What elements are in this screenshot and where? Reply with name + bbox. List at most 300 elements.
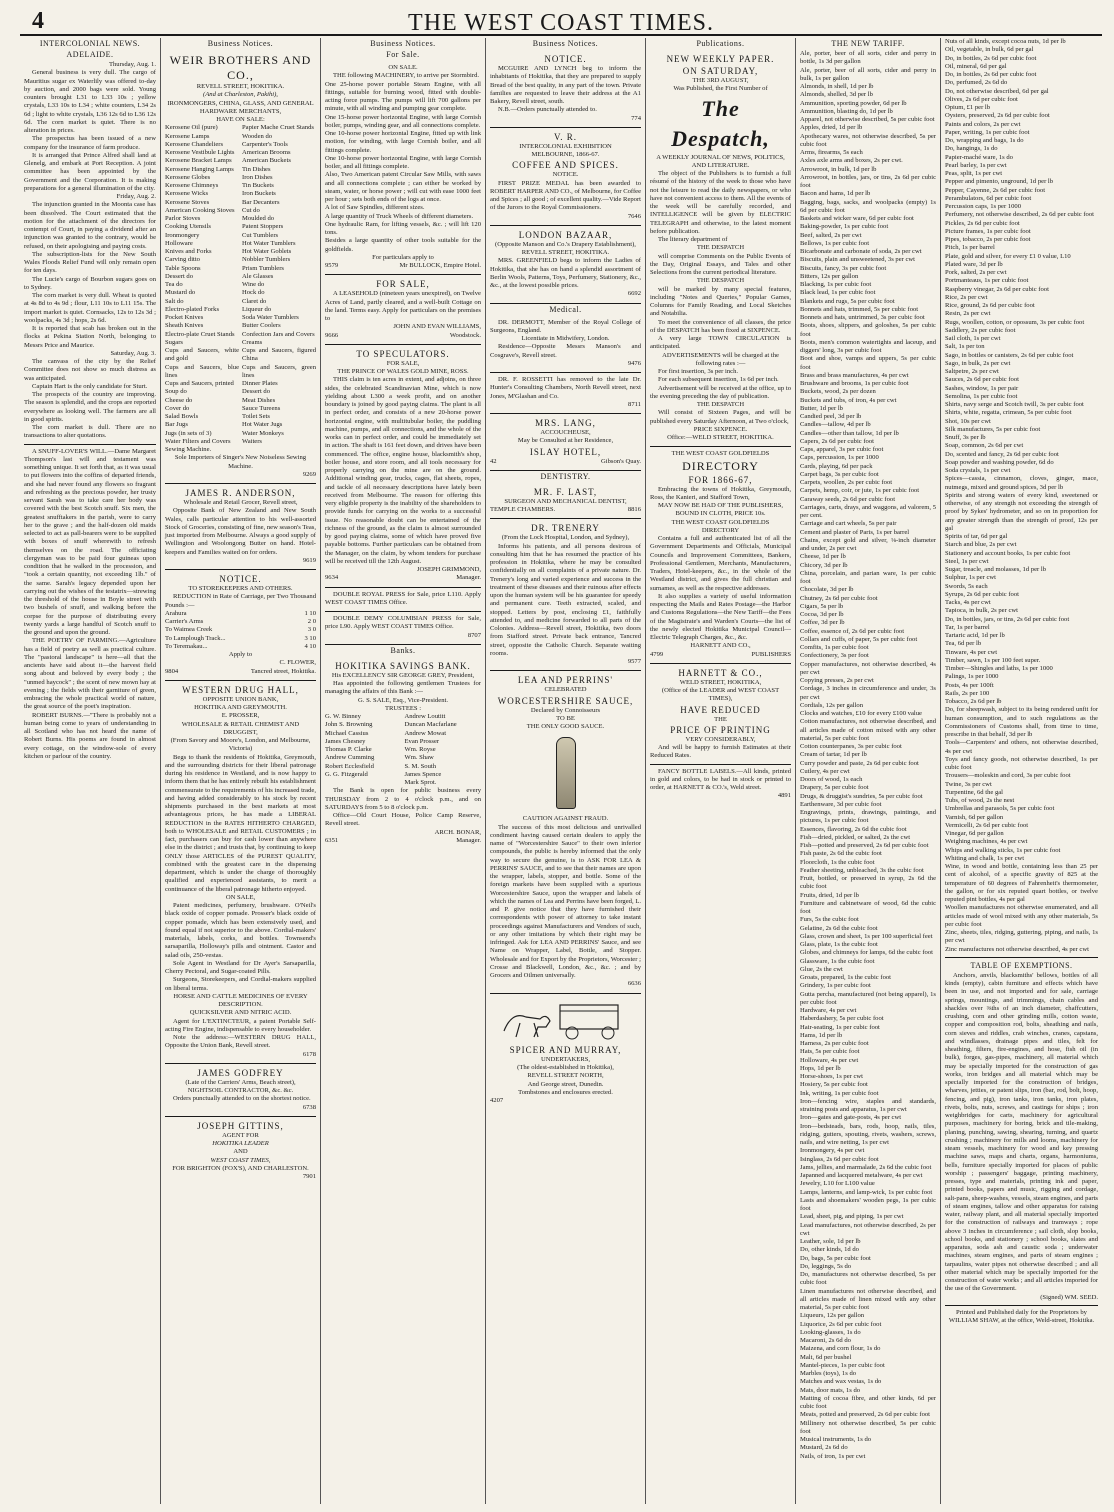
tariff-item: Arrowroot, in bottles, jars, or tins, 2s 6d per cubic foot [800,173,936,189]
ad-trade: NIGHTSOIL CONTRACTOR, &c. &c. [187,1087,294,1094]
section-heading: Publications. [696,39,745,48]
tariff-item: Curry powder and paste, 2s 6d per cubic foot [800,759,919,767]
rate-destination: To Waimea Creek [165,626,213,634]
ad-title: MRS. LANG, [535,418,596,428]
tariff-item: Candied peel, 3d per lb [800,413,862,420]
ad-dr-dermott [490,316,641,374]
stock-item: Confection Jars and Covers [242,330,315,338]
ad-address: TEMPLE CHAMBERS. [490,506,556,513]
tariff-item: Glassware, 1s the cubic foot [800,957,875,965]
stock-item: Hot Water Tumblers [242,239,296,247]
tariff-item: Resin, 2s per cwt [945,310,991,318]
tariff-item: Paper, writing, 1s per cubic foot [945,128,1030,136]
tariff-item: Black lead, 1s per cubic foot [800,289,876,297]
stock-item: Tea do [165,281,183,288]
ad-body: The success of this most delicious and unrivalled condiment having caused certain dealers to apply the name of "Worcestershire Sauce" to their own inferior compounds, the public is hereby informed that the only way to secure the genuine, is to ASK FOR LEA & PERRINS' SAUCE, and to see that their names are upon the wrapper, labels, stopper, and bottle. Some of the foreign markets have been supplied with a spurious Worcestershire Sauce, upon the wrapper and labels of which the names of Lea and Perrins have been forged, L. and P. give notice that they have furnished their correspondents with power of attorney to take instant proceedings against Manufacturers and Vendors of such, or any other imitations by which their right may be infringed. Ask for LEA AND PERRINS' Sauce, and see Name on Wrapper, Label, Bottle, and Stopper. Wholesale and for Export by the Proprietors, Worcester ; Crosse and Blackwell, London, &c., &c. ; and by Grocers and Oilmen universally. [490,823,641,979]
tariff-item: Sago, in bulk, 2s per cwt [945,359,1011,367]
ad-ref: 6351 [325,836,339,844]
ad-paper: HOKITIKA LEADER [212,1140,269,1147]
tariff-item: Capers, 2s 6d per cubic foot [800,437,874,445]
tariff-item: Matches and wax vestas, 1s do [800,1378,882,1386]
ad-signoff [490,458,641,466]
news-paragraph: The subscription-lists for the New South Wales Floods Relief Fund will only remain open for ten days. [24,250,156,275]
tariff-item: Bonnets and hats, trimmed, 5s per cubic foot [800,305,919,313]
tariff-item: Twine, 3s per cwt [945,780,992,788]
ad-paper: WEST COAST TIMES, [210,1156,271,1164]
tariff-item: Pearl barley, 1s per cwt [945,161,1007,169]
tariff-item: Coffee, 3d per lb [800,619,845,627]
tariff-item: Pitch, 1s per barrel [945,244,995,252]
tariff-item: Chocolate, 3d per lb [800,586,854,594]
tariff-item: Tea, 6d per lb [945,640,982,648]
ad-body: Opposite Bank of New Zealand and New South Wales, calls particular attention to his well-assorted Stock of Groceries, consisting of fine, new season's Teas, just imported from Melbourne. Always a good supply of Wellington and Woolongong Butter on hand. Hotel-keepers and Families waited on for orders. [165,507,316,556]
ad-title: HOKITIKA SAVINGS BANK. [335,660,471,671]
ad-role: ACCOUCHEUSE, [540,429,591,436]
ad-footer: Sole Importers of Singer's New Noiseless Sewing Machine. [174,454,307,470]
ad-title: THE WEST COAST GOLDFIELDS [671,450,770,458]
ad-notice: NOTICE. [552,171,579,179]
rate-row [165,610,316,618]
tariff-item: Hops, 1d per lb [800,1064,841,1072]
ad-double-royal-press [325,588,481,613]
ad-patron: His EXCELLENCY SIR GEORGE GREY, President, [331,671,475,679]
tariff-item: Peas, split, 1s per cwt [945,170,1003,177]
stock-item: Electro-plated Forks [165,305,220,313]
ad-body: Sole Agent in Westland for Dr Ayer's Sarsaparilla, Cherry Pectoral, and Sugar-coated Pills. [165,959,316,975]
ad-place: MELBOURNE, 1866-67. [531,151,600,158]
tariff-item: Almonds, shelled, 3d per lb [800,91,873,99]
tariff-item: Sail cloth, 1s per cwt [945,335,1001,342]
column-for-sale [320,38,485,1504]
tariff-item: Jewelry, L10 for L100 value [800,1180,875,1188]
ad-places: FOR BRIGHTON (FOX'S), AND CHARLESTON. [172,1164,309,1172]
ad-firm: HARNETT AND CO., [690,642,751,650]
stock-item: Kerosene Stoves [165,198,210,206]
ad-agent: JOHN AND EVAN WILLIAMS, [393,323,481,331]
ad-london-bazaar [490,226,641,304]
tariff-item: Beef, salted, 2s per cwt [800,231,862,239]
ad-body: Has appointed the following gentlemen Trustees for managing the affairs of this Bank :— [325,680,481,696]
stock-item: Kerosene Chandeliers [165,140,224,148]
stock-item: Dessert do [242,388,271,396]
trustee-name: Evan Prosser [404,737,440,745]
ad-trade: WHOLESALE & RETAIL CHEMIST AND DRUGGIST, [181,720,300,736]
tariff-item: Woollen manufactures not otherwise enumerated, and all articles made of wool mixed with any other materials, 5s per cubic foot [945,904,1098,928]
tariff-item: Nails, of iron, 1s per cwt [800,1452,866,1460]
ad-ref: 9619 [302,556,316,564]
article-snuff-lover: A SNUFF-LOVER'S WILL.—Dame Margaret Thompson's last will and testament was something unique. It set forth that, as it was usual to put flowers into the coffins of departed friends, and she had never found any flowers so fragrant and refreshing as the precious powder, her trusty servant Sarah was to take care her body was covered with the best Scotch snuff. Six men, the greatest snufftakers in the parish, were to carry her to the grave ; and the half-dozen old maids selected to act as pall-bearers were to be supplied with boxes of snuff wherewith to refresh themselves on the road. The officiating clergyman was to be paid four guineas upon condition that he walked in the procession, and "took a certain quantity, not exceeding 1lb." of the same. Sarah's legacy depended upon her carrying out the wishes of the testatrix—strewing the threshold of the house in Boyle street with two bushels of snuff, and walking before the corpse for the purpose of distributing every twenty yards a large handful of Scotch snuff to the ground and upon the ground. [24,447,156,636]
stock-item: Cups and Saucers, figured China [242,347,316,363]
tariff-item: Sago, in bottles or canisters, 2s 6d per cubic foot [945,351,1074,359]
tariff-item: Butter, 1d per lb [800,404,843,412]
tariff-item: Holloware, 4s per cwt [800,1056,859,1064]
ad-ref: 6636 [627,980,641,988]
ad-sub: CELEBRATED [544,686,587,694]
trustee-name: Andrew Cumming [325,754,375,762]
ad-machinery [325,61,481,275]
tariff-item: Do, scented and fancy, 2s 6d per cubic foot [945,450,1059,458]
ad-bound: BOUND IN CLOTH, PRICE 10s. [675,510,766,518]
tariff-item: Comfits, 1s per cubic foot [800,644,869,651]
ad-body: Tombstones and enclosures erected. [518,1088,613,1096]
tariff-item: Lasts and shoemakers' wooden pegs, 1s per cubic foot [800,1196,936,1212]
machinery-item: One 25-horse power portable Steam Engine, with all fittings, suitable for burning wood, fitted with double-acting force pumps. The pumps will lift 700 gallons per minute, with all winding and pumping gear complete. [325,80,481,113]
tariff-item: Papier-maché ware, 1s do [945,153,1013,161]
stock-item: Patent Stoppers [242,223,284,231]
ad-sub: OPPOSITE UNION BANK, [202,695,279,703]
tariff-item: Tartaric acid, 1d per lb [945,632,1005,639]
tariff-item: Swords, 5s each [945,582,988,590]
section-heading: Business Notices. [532,39,599,48]
tariff-item: Doors of wood, 1s each [800,776,863,783]
tariff-item: Caps, apparel, 3s per cubic foot [800,446,884,453]
tariff-item: Fish—potted and preserved, 2s 6d per cubic foot [800,842,929,849]
tariff-item: Matting of cocoa fibre, and other kinds, 6d per cubic foot [800,1394,936,1410]
ad-role: AGENT FOR [222,1131,259,1139]
tariff-item: Rice, ground, 2s 6d per cubic foot [945,302,1035,309]
trustee-name: S. M. South [404,762,437,770]
ad-body: The Bank is open for public business every THURSDAY from 2 to 4 o'clock p.m., and on SATURDAYS from 5 to 8 o'clock p.m. [325,787,481,811]
tariff-item: Glass, plate, 1s the cubic foot [800,941,878,948]
ad-apply: Apply to [228,651,253,658]
ad-body: Office—Old Court House, Police Camp Reserve, Revell street. [325,812,481,828]
ad-paper-name: THE DESPATCH [696,277,745,285]
ad-body: May be Consulted at her Residence, [517,437,614,445]
tariff-item: Buckets and tubs, of iron, 4s per cwt [800,396,897,404]
tariff-item: Cotton manufactures, not otherwise described, and all articles made of cotton mixed with any other material, 5s per cubic foot [800,718,936,742]
tariff-item: Cotton counterpanes, 3s per cubic foot [800,743,902,750]
stock-item: Kerosene Bracket Lamps [165,157,232,165]
stock-item: Soda Water Tumblers [242,314,299,321]
ad-only: THE ONLY GOOD SAUCE. [526,723,605,730]
tariff-item: Sulphur, 1s per cwt [945,574,997,582]
section-heading: THE NEW TARIFF. [831,39,905,48]
ad-ref: 6738 [302,1103,316,1111]
ad-title: WEIR BROTHERS AND CO., [169,53,312,82]
tariff-item: Spirits and strong waters of every kind, sweetened or otherwise, of any strength not exceeding the strength of proof by Sykes' hydrometer, and so on in proportion for any greater strength than the strength of proof, 12s per gal [945,491,1098,532]
tariff-item: Do, leggings, 5s do [800,1262,852,1270]
tariff-item: Timber—Shingles and laths, 1s per 1000 [945,665,1053,672]
ad-body: FANCY BOTTLE LABELS.—All kinds, printed in gold and colors, to be had in stock or printed to order, at HARNETT & CO.'s, Weld street. [650,767,791,791]
stock-item: Sugars [165,338,183,346]
tariff-item: Hardware, 4s per cwt [800,1007,857,1014]
section-subheading: ADELAIDE. [66,50,114,59]
rate-destination: To Lamplough Track... [165,634,226,642]
tariff-item: Carpets, hemp, coir, or jute, 1s per cubic foot [800,487,920,495]
tariff-item: Harness, 2s per cubic foot [800,1040,869,1047]
ad-apply: For particulars apply to [372,253,434,261]
ad-body: will comprise Comments on the Public Events of the Day, Original Essays, and Tales and other Selections from the current periodical literature. [650,252,791,276]
ad-ref: 9579 [325,262,339,269]
stock-item: Salt do [165,297,184,305]
tariff-item: Bitters, 12s per gallon [800,272,859,280]
ad-mcguire-lynch [490,50,641,128]
ad-body: N.B.—Orders punctually attended to. [498,106,597,114]
tariff-item: Ink, writing, 1s per cubic foot [800,1089,879,1097]
tariff-item: Mustard, 2s 6d do [800,1444,848,1452]
machinery-item: One hydraulic Ram, for lifting vessels, &c. ; will lift 120 tons. [325,220,481,236]
tariff-item: Sugar, treacle, and molasses, 1d per lb [945,566,1046,573]
tariff-item: Snuff, 3s per lb [945,434,986,441]
tariff-item: Ammunition, sporting powder, 6d per lb [800,99,907,107]
tariff-item: Furniture and cabinetware of wood, 6d the cubic foot [800,899,936,915]
ad-ref: 774 [631,114,641,122]
ad-body: Embracing the towns of Hokitika, Greymouth, Ross, the Kanieri, and Stafford Town, [650,485,791,501]
tariff-item: Ale, porter, beer of all sorts, cider and perry in bulk, 1s per gallon [800,66,936,82]
ad-body: will be marked by many special features, including "Notes and Queries," Popular Games, Columns for Family Reading, and Local Sketches and Notabilia. [650,285,791,318]
ad-declared: Declared by Connoisseurs [530,706,601,714]
stock-item: American Brooms [242,149,291,156]
ad-dr-trenery [490,519,641,671]
stock-item: Ironmongery [165,231,200,239]
sauce-bottle-illustration [556,737,576,809]
stock-item: Hock do [242,289,265,297]
ad-body: And will be happy to furnish Estimates at their Reduced Rates. [650,744,791,760]
section-heading: Banks. [390,645,416,655]
tariff-item: Do, in bottles, 2s 6d per cubic foot [945,54,1037,62]
tariff-item: Carpets, woollen, 2s per cubic foot [800,479,893,486]
tariff-item: Musical instruments, 1s do [800,1436,872,1443]
tariff-item: Chains, except gold and silver, ⅛-inch diameter and under, 2s per cwt [800,536,936,552]
tariff-item: Fruit, bottled, or preserved in syrup, 2s 6d the cubic foot [800,875,936,891]
ad-sub: COFFEE AND SPICES. [512,160,619,171]
rate-row [165,635,316,643]
tariff-item: Arrowroot, in bulk, 1d per lb [800,165,877,173]
tariff-item: Sauces, 2s 6d per cubic foot [945,376,1019,384]
tariff-item: Groats, prepared, 1s the cubic foot [800,974,891,981]
tariff-item: Buckets, wood, 2s per dozen [800,388,876,396]
tariff-item: Chutney, 2s 6d per cubic foot [800,594,878,602]
ad-body: Advertisement will be received at the office, up to the evening preceding the day of publication. [650,384,791,400]
ad-line: Wholesale and Retail Grocer, Revell street, [183,499,298,506]
ad-title: NOTICE. [219,574,262,584]
ad-signed: ARCH. BONAR, [434,828,481,836]
ad-title: TO SPECULATORS. [356,348,450,359]
ad-title: LEA AND PERRINS' [517,675,614,686]
despatch-nameplate: The Despatch, [671,95,770,151]
ad-may: MAY NOW BE HAD OF THE PUBLISHERS, [657,502,784,509]
tariff-item: Soap powder and washing powder, 6d do [945,458,1054,466]
tariff-item: Brass and brass manufactures, 4s per cwt [800,371,909,379]
dateline: Friday, Aug. 2. [116,193,156,200]
ad-the: THE [714,715,727,723]
trustee-name: Michael Cassius [325,729,369,737]
tariff-item: Jams, jellies, and marmalade, 2s 6d the cubic foot [800,1163,932,1171]
rate-destination: Carrier's Arms [165,618,204,625]
ad-body: Informs his patients, and all persons desirous of consulting him that he has resumed the practice of his profession in Hokitika, where he may be consulted confidentially on all complaints of a private nature. Dr. Trenery's long and varied experience and success in the treatment of these diseases and their ruinous after effects upon the human system will be his guarantee for speedy and permanent cure. Teeth extracted, scaled, and stopped. Letters by post, enclosing £1, faithfully attended to, and medicine forwarded to all parts of the Colonies. Address—Revell street, Hokitika, two doors from Stafford street. Private back entrance, Tancred street, opposite the Catholic Church. Separate waiting rooms. [490,542,641,657]
ad-harnett-printing [650,664,791,805]
stock-item: Pocket Knives [165,314,204,321]
ad-role: SURGEON AND MECHANICAL DENTIST, [504,497,627,505]
tariff-item: Biscuits, plain and unsweetened, 3s per cwt [800,256,915,264]
column-publications [645,38,795,1504]
tariff-item: Pipes, tobacco, 2s per cubic foot [945,236,1031,243]
trustee-name: Robert Ecclesfield [325,762,374,770]
machinery-item: Besides a large quantity of other tools suitable for the goldfields. [325,237,481,253]
tariff-item: Gelatine, 2s 6d the cubic foot [800,924,878,932]
tariff-item: Earthenware, 3d per cubic foot [800,800,882,808]
tariff-item: Meats, potted and preserved, 2s 6d per cubic foot [800,1411,931,1419]
dateline: Saturday, Aug. 3. [110,349,156,357]
tariff-item: Floorcloth, 1s the cubic foot [800,858,875,866]
ad-title: HARNETT & CO., [678,667,763,678]
tariff-item: Isinglass, 2s 6d per cubic foot [800,1155,879,1163]
ad-owner: E. PROSSER, [221,712,260,720]
tariff-item: Zinc manufactures not otherwise described, 4s per cwt [945,945,1089,953]
ad-body: MRS. GREENFIELD begs to inform the Ladies of Hokitika, that she has on hand a splendid assortment of Berlin Wools, Patterns, Toys, Perfumery, Stationery, &c., &c., at the lowest possible prices. [490,257,641,289]
ad-trade: IRONMONGERS, CHINA, GLASS, AND GENERAL HARDWARE MERCHANTS, [167,99,314,115]
ad-western-drug-hall [165,681,316,1064]
stock-item: Moulded do [242,215,275,222]
tariff-item: Brushware and brooms, 1s per cubic foot [800,380,909,387]
tariff-item: Pepper, Cayenne, 2s 6d per cubic foot [945,186,1046,194]
tariff-item: Soap, common, 2s 6d per cwt [945,442,1024,450]
ad-title: JAMES GODFREY [197,1067,284,1078]
ad-body: THE following MACHINERY, to arrive per Stormbird. [333,72,480,80]
tariff-item: Lead manufactures, not otherwise described, 2s per cwt [800,1221,936,1237]
divider [945,1305,1098,1306]
ad-ref: 7646 [627,212,641,220]
ad-caution: CAUTION AGAINST FRAUD. [522,815,609,823]
rate-destination: Arahura [165,609,187,617]
tariff-item: Turpentine, 6d the gal [945,788,1003,796]
column-tariff-continued [940,38,1102,1504]
ad-ref: 4891 [777,792,791,800]
stock-list-column [242,124,316,339]
tariff-item: Cutlery, 4s per cwt [800,767,850,775]
tariff-item: Cream of tartar, 1d per lb [800,751,867,759]
tariff-item: Rice, 2s per cwt [945,293,988,301]
tariff-item: Weighing machines, 4s per cwt [945,838,1028,846]
stock-item: Cheese do [165,396,193,404]
ad-title: SPICER AND MURRAY, [509,1044,622,1055]
ad-price: PRICE OF PRINTING [670,724,771,735]
ad-signoff [325,332,481,340]
tariff-item: Lamps, lanterns, and lamp-wick, 1s per cubic foot [800,1188,933,1196]
ad-body: The literary department of [658,236,728,243]
stock-item: Hot Water Goblets [242,248,292,255]
section-heading: For Sale. [386,50,420,59]
tariff-item: Arms, firearms, 5s each [800,149,863,156]
ad-trustees-head: TRUSTEES : [384,704,422,712]
ad-quicksilver: QUICKSILVER AND NITRIC ACID. [189,1009,292,1017]
tariff-item: Cigars, 5s per lb [800,602,844,610]
tariff-item: Bacon and hams, 1d per lb [800,190,871,198]
tariff-item: Percussion caps, 1s per 1000 [945,203,1021,210]
stock-item: Claret do [242,297,267,305]
tariff-item: Marbles (toys), 1s do [800,1370,857,1377]
machinery-list [325,81,481,254]
ad-and: AND [233,1148,248,1156]
ad-have: HAVE REDUCED [680,704,761,715]
section-heading: Business Notices. [207,39,274,48]
signature: (Signed) WM. SEED. [1040,1293,1098,1301]
tariff-item: Wine, in wood and bottle, containing less than 25 per cent of alcohol, of a specific gravity of 825 at the temperature of 60 degrees of Fahrenheit's thermometer, the gallon, or for six reputed quart bottles, or twelve reputed pint bottles, 4s per gal [945,863,1098,903]
stock-item: Water Monkeys [242,429,284,437]
ad-title: NEW WEEKLY PAPER. [666,54,775,64]
tariff-item: Paints and colors, 2s per cwt [945,120,1021,128]
tariff-item: Coffee, essence of, 2s 6d per cubic foot [800,627,905,635]
tariff-item: Do, wrapping and bags, 1s do [945,137,1024,144]
tariff-item: Iron—gates and gate-posts, 4s per cwt [800,1114,902,1122]
column-business-notices-1 [160,38,320,1504]
stock-item: Toilet Sets [242,413,270,420]
ad-ref: 9666 [325,331,339,339]
stock-list-column [165,339,316,455]
ad-sub: A WEEKLY JOURNAL OF NEWS, POLITICS, AND LITERATURE. [656,153,785,169]
ad-horse: HORSE AND CATTLE MEDICINES OF EVERY DESCRIPTION. [173,992,308,1008]
tariff-item: Semolina, 1s per cubic foot [945,392,1018,400]
ad-signoff [325,262,481,270]
news-paragraph: It is arranged that Prince Alfred shall land at Glenelg, and embark at Port Reception. A joint committee has been appointed by the Government and the Corporation. It is making preparations for a general illumination of the city. [24,151,156,192]
ad-role: Manager. [456,574,481,582]
ad-ref: 9577 [627,658,641,665]
rate-destination: To Teremakau... [165,642,208,650]
tariff-item: Pickles, 2s 6d per cubic foot [945,219,1020,227]
tariff-item: Gutta percha, manufactured (not being apparel), 1s per cubic foot [800,990,936,1006]
news-paragraph: Captain Hart is the only candidate for Sturt. [32,382,148,390]
tariff-item: Carriage and cart wheels, 5s per pair [800,520,897,528]
section-heading: DENTISTRY. [540,471,591,481]
tariff-item: Soda crystals, 1s per cwt [945,467,1011,474]
stock-item: Carving ditto [165,256,200,264]
tariff-item: Silk manufactures, 5s per cubic foot [945,425,1041,433]
machinery-item: A lot of Saw Spindles, different sizes. [325,204,425,212]
stock-list [165,124,316,339]
tariff-item: Hair-seating, 1s per cubic foot [800,1023,880,1031]
stock-item: Kerosene Chimneys [165,182,219,189]
stock-item: Kerosene Lamps [165,132,210,140]
ad-ref: 9634 [325,574,339,582]
ad-title: FOR SALE, [376,279,430,290]
tariff-list [800,50,936,1461]
tariff-item: Oil, mineral, 6d per gal [945,62,1007,70]
tariff-item: Grindery, 1s per cubic foot [800,982,871,990]
column-new-tariff [795,38,940,1504]
exemptions-body: Anchors, anvils, blacksmiths' bellows, bottles of all kinds (empty), cabin furniture and effects which have been in use, and not imported and for sale, carriage springs, mountings, and trimmings, chain cables and shackles over ⅜ths of an inch diameter, chaffcutters, crushing, corn and other grinding mills, cotton waste, copper and composition rod, bolts, sheathing and nails, corn sieves and riddles, crab winches, cranes, capstans, and windlasses, drainage pipes and tiles, felt for sheathing, filters, fire-engines, and hose, fish oil (in bulk), forges, gas-pipes, machinery, all material which may be specially imported for the construction of gas works, iron bridges and all material which may be specially imported for the construction of bridges, wharves, jetties, or patent slips, iron (bar, rod, bolt, hoop, fencing, and pig), iron tanks, iron tanks, iron plates, rivets, bolts, nuts, screws, and castings for ships ; iron weighbridges for carts, machinery for agricultural purposes, machinery for boring, brick and tile-making, planing, punching, sawing, shearing, turning, and quartz crushing ; machinery for mills and looms, machinery for steam vessels, machinery for wood and key pressing machine saws, maps and charts, organs, harmoniums, bells, furniture specially imported for places of public worship ; passengers' baggage, printing machinery, presses, type and materials, printing ink and paper, printed books, papers and music, rigging and cordage, salt-pans, sheep-washes, vessels, steam engines, and parts of steam engines, tallow and other apparatus for raising water, railway plant, and all material specially imported for the construction of railways and tramways ; rope above 3 inches in circumference ; sail cloth, slop books, school books, and stationery ; school books, slates and apparatus, soda ash and caustic soda ; underwater machines, steam engines, and parts of steam engines ; tarpaulins, water pipes not otherwise described ; and all other material which may be specially imported for the construction of water works ; and all articles imported for the use of the Government. [945,971,1098,1293]
ad-body: Orders punctually attended to on the shortest notice. [173,1095,311,1103]
section-heading: Business Notices. [370,39,436,48]
tariff-item: Spices—cassia, cinnamon, cloves, ginger, mace, nutmegs, mixed and ground spices, 3d per lb [945,475,1098,491]
tariff-item: Looking-glasses, 1s do [800,1328,861,1336]
masthead [20,8,1102,36]
ad-ref: 4207 [490,1097,504,1104]
trustee-column [325,713,402,787]
ad-title: JAMES R. ANDERSON, [185,488,296,498]
ad-signoff [490,506,641,514]
trustee-name: James Chesney [325,737,366,745]
ad-carriage-notice [165,570,316,681]
tariff-item: Confectionery, 3s per foot [800,652,869,660]
tariff-item: China, porcelain, and parian ware, 1s per cubic foot [800,569,936,585]
tariff-item: Apparel, not otherwise described, 5s per cubic foot [800,116,935,123]
tariff-item: Blankets and rugs, 5s per cubic foot [800,297,895,305]
tariff-item: Lead, sheet, pig, and piping, 1s per cwt [800,1213,904,1221]
ad-body: A LEASEHOLD (nineteen years unexpired), on Twelve Acres of Land, partly cleared, and a well-built Cottage on the land. Terms easy. Apply for particulars on the premises to [325,290,481,322]
ad-on-sale: HAVE ON SALE: [216,116,265,123]
news-paragraph: The canvass of the city by the Relief Committee does not show so much distress as was anticipated. [24,358,156,382]
stock-item: Cups and Saucers, green lines [242,363,316,379]
tariff-item: Do, manufactures not otherwise described, 5s per cubic foot [800,1271,936,1287]
tariff-item: Copper manufactures, not otherwise described, 4s per cwt [800,660,936,676]
stock-item: Kerosene Hanging Lamps [165,165,234,173]
tariff-item: Opium, £1 per lb [945,104,991,111]
news-paragraph: The corn market is very dull. Wheat is quoted at 4s 8d to 4s 9d ; flour, L11 10s to L11 15s. The import market is quiet. Cornsacks, 12s to 12s 3d ; woolpacks, 4s 3d ; hops, 2s 6d. [24,292,156,324]
tariff-item: Hats, 5s per cubic foot [800,1048,860,1056]
tariff-item: Apples, dried, 1d per lb [800,124,863,132]
section-heading: INTERCOLONIAL NEWS. [39,39,141,48]
tariff-item: Almonds, in shell, 1d per lb [800,83,874,90]
